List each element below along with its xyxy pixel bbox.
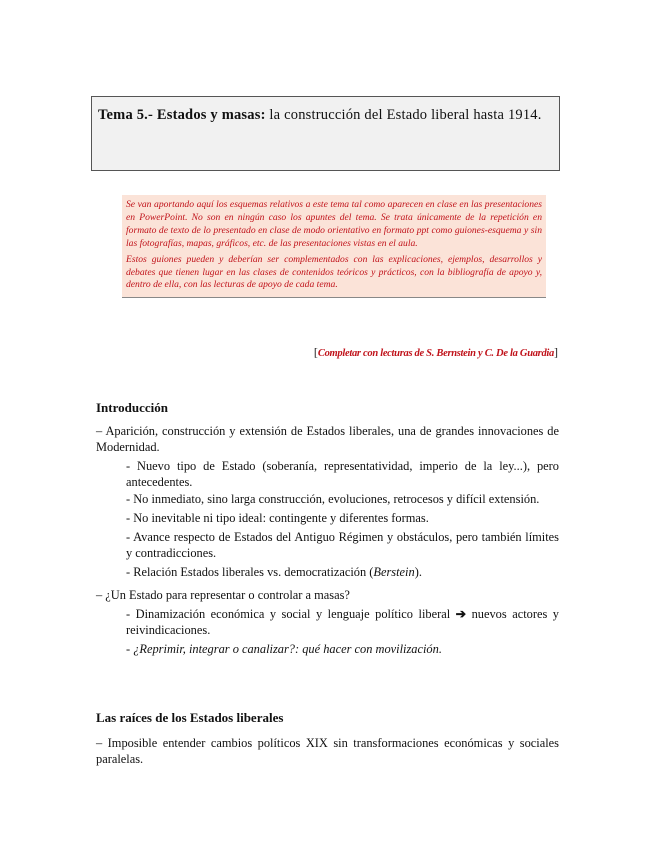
intro-sub-3: - No inevitable ni tipo ideal: contingente y diferentes formas.	[126, 511, 429, 525]
reference-open-bracket: [	[313, 345, 318, 359]
intro-sub-5-author: Berstein	[373, 565, 415, 579]
note-paragraph-1: Se van aportando aquí los esquemas relativos a este tema tal como aparecen en clase en las presentaciones en PowerPoint. No son en ningún caso los apuntes del tema. Se trata únicamente de la repetición en formato de texto de lo presentado en clase de modo orientativo en formato ppt como guiones-esquema y sin las fotografías, mapas, gráficos, etc. de las presentaciones vistas en el aula.	[126, 199, 542, 249]
intro-sub-5-pre: - Relación Estados liberales vs. democratización (	[126, 565, 374, 579]
heading-introduccion: Introducción	[96, 400, 168, 415]
intro-sub-2: - No inmediato, sino larga construcción, evoluciones, retrocesos y difícil extensión.	[126, 492, 540, 506]
heading-raices: Las raíces de los Estados liberales	[96, 710, 284, 725]
arrow-right-icon: ➔	[455, 607, 467, 621]
intro-point-1: – Aparición, construcción y extensión de Estados liberales, una de grandes innovaciones de Modernidad.	[96, 424, 559, 454]
intro-sub-5	[126, 565, 559, 581]
intro-sub-6-post: nuevos actores y reivindicaciones.	[126, 607, 559, 637]
disclaimer-note	[122, 195, 546, 298]
intro-sub-6	[126, 607, 559, 638]
reference-line	[300, 345, 558, 361]
title-box	[91, 96, 560, 171]
intro-point-2: – ¿Un Estado para representar o controlar a masas?	[96, 588, 350, 602]
note-paragraph-2: Estos guiones pueden y deberían ser complementados con las explicaciones, ejemplos, desarrollos y debates que tienen lugar en las clases de contenidos teóricos y prácticos, con la bibliografía de apoyo y, dentro de ella, con las lecturas de apoyo de cada tema.	[126, 253, 542, 291]
roots-point-1: – Imposible entender cambios políticos XIX sin transformaciones económicas y sociales paralelas.	[96, 736, 559, 766]
intro-sub-5-post: ).	[414, 565, 422, 579]
title-bold: Tema 5.- Estados y masas:	[98, 107, 266, 123]
reference-close-bracket: ]	[554, 345, 558, 359]
page-title	[98, 105, 553, 125]
intro-sub-4: - Avance respecto de Estados del Antiguo Régimen y obstáculos, pero también límites y contradicciones.	[126, 530, 559, 560]
intro-sub-1: - Nuevo tipo de Estado (soberanía, representatividad, imperio de la ley...), pero antecedentes.	[126, 459, 559, 489]
intro-sub-7: - ¿Reprimir, integrar o canalizar?: qué hacer con movilización.	[126, 642, 442, 656]
reference-link[interactable]: Completar con lecturas de S. Bernstein y C. De la Guardia	[317, 348, 554, 359]
intro-sub-6-pre: - Dinamización económica y social y lenguaje político liberal	[126, 607, 456, 621]
title-rest: la construcción del Estado liberal hasta 1914.	[265, 107, 542, 123]
